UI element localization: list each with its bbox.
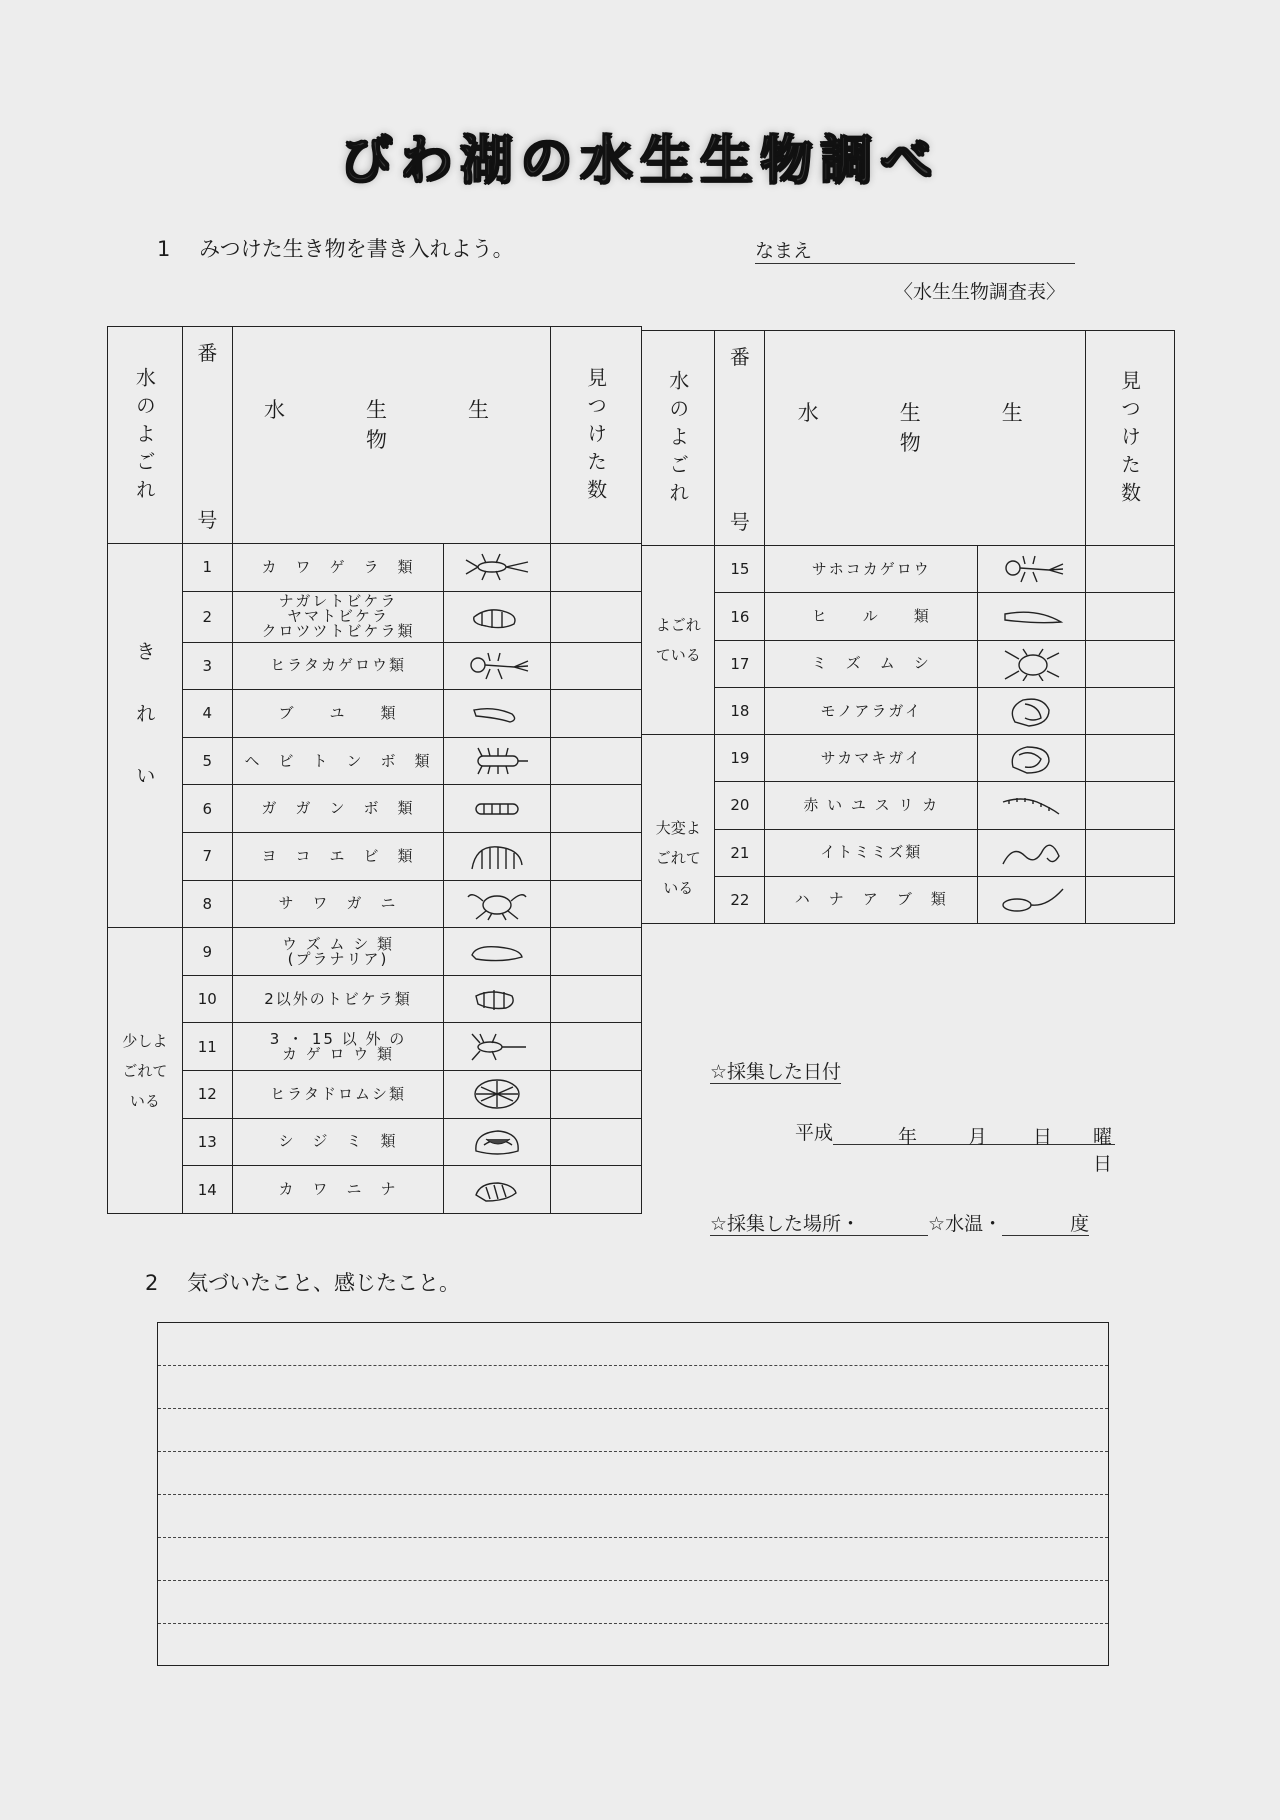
table-row — [108, 1166, 642, 1214]
found-count-cell[interactable] — [1086, 546, 1175, 593]
section2-label: 気づいたこと、感じたこと。 — [187, 1271, 461, 1295]
place-input[interactable] — [860, 1213, 928, 1236]
organism-name: ヘ ビ ト ン ボ 類 — [232, 737, 444, 785]
organism-name: ヨ コ エ ビ 類 — [232, 833, 444, 881]
organism-illustration — [444, 1118, 551, 1166]
tubifex-icon — [997, 836, 1067, 870]
crab-icon — [462, 887, 532, 921]
header-organism-right: 水 生 生 物 — [765, 331, 1086, 546]
section1-label: みつけた生き物を書き入れよう。 — [199, 237, 514, 261]
table-row — [642, 829, 1175, 876]
organism-name: ヒラタカゲロウ類 — [232, 642, 444, 690]
found-count-cell[interactable] — [551, 1023, 642, 1071]
organism-illustration — [978, 782, 1086, 829]
organism-illustration — [978, 546, 1086, 593]
row-number: 16 — [715, 593, 765, 640]
found-count-cell[interactable] — [551, 1166, 642, 1214]
organism-illustration — [978, 829, 1086, 876]
row-number: 21 — [715, 829, 765, 876]
found-count-cell[interactable] — [1086, 782, 1175, 829]
header-number-right: 番 号 — [715, 331, 765, 546]
row-number: 5 — [182, 737, 232, 785]
group-clean: きれい — [108, 544, 183, 928]
stonefly-icon — [462, 550, 532, 584]
table-title: 〈水生生物調査表〉 — [894, 281, 1066, 303]
row-number: 7 — [182, 833, 232, 881]
table-row — [108, 591, 642, 642]
header-number: 番 号 — [182, 327, 232, 544]
page-title: びわ湖の水生生物調べ — [339, 131, 940, 191]
mayfly-nymph-icon — [997, 552, 1067, 586]
organism-name: ハ ナ ア ブ 類 — [765, 876, 978, 923]
organism-illustration — [444, 544, 551, 592]
found-count-cell[interactable] — [551, 975, 642, 1023]
row-number: 20 — [715, 782, 765, 829]
row-number: 9 — [182, 928, 232, 976]
row-number: 15 — [715, 546, 765, 593]
found-count-cell[interactable] — [1086, 593, 1175, 640]
organism-name: ガ ガ ン ボ 類 — [232, 785, 444, 833]
table-row — [108, 785, 642, 833]
organism-illustration — [978, 735, 1086, 782]
organism-name: カ ワ ゲ ラ 類 — [232, 544, 444, 592]
rat-tailed-maggot-icon — [997, 883, 1067, 917]
found-count-cell[interactable] — [551, 642, 642, 690]
row-number: 1 — [182, 544, 232, 592]
water-louse-icon — [997, 647, 1067, 681]
table-row — [108, 544, 642, 592]
row-number: 2 — [182, 591, 232, 642]
organism-name: ミ ズ ム シ — [765, 640, 978, 687]
header-organism: 水 生 生 物 — [232, 327, 550, 544]
table-row — [108, 1023, 642, 1071]
row-number: 3 — [182, 642, 232, 690]
bloodworm-icon — [997, 788, 1067, 822]
organism-name: モノアラガイ — [765, 687, 978, 734]
found-count-cell[interactable] — [551, 833, 642, 881]
planarian-icon — [462, 935, 532, 969]
found-count-cell[interactable] — [551, 880, 642, 928]
organism-illustration — [444, 1071, 551, 1119]
cranefly-larva-icon — [462, 792, 532, 826]
section2-heading — [145, 1267, 460, 1297]
organism-name: ヒ ル 類 — [765, 593, 978, 640]
mayfly-icon — [462, 1030, 532, 1064]
section1-heading — [157, 233, 514, 263]
dobsonfly-larva-icon — [462, 744, 532, 778]
organism-illustration — [444, 591, 551, 642]
found-count-cell[interactable] — [1086, 735, 1175, 782]
table-row — [642, 687, 1175, 734]
found-count-cell[interactable] — [1086, 687, 1175, 734]
organism-illustration — [978, 640, 1086, 687]
found-count-cell[interactable] — [551, 1118, 642, 1166]
row-number: 4 — [182, 690, 232, 738]
table-row — [108, 1118, 642, 1166]
caddisfly-icon — [462, 982, 532, 1016]
organism-name: サ ワ ガ ニ — [232, 880, 444, 928]
organism-name: サカマキガイ — [765, 735, 978, 782]
organism-illustration — [978, 593, 1086, 640]
organism-illustration — [444, 880, 551, 928]
name-label: なまえ — [755, 240, 813, 262]
organism-illustration — [444, 785, 551, 833]
organism-name: ヒラタドロムシ類 — [232, 1071, 444, 1119]
date-label: ☆採集した日付 — [710, 1061, 842, 1083]
organism-name: 2以外のトビケラ類 — [232, 975, 444, 1023]
found-count-cell[interactable] — [551, 785, 642, 833]
bladder-snail-icon — [997, 741, 1067, 775]
row-number: 12 — [182, 1071, 232, 1119]
temp-input[interactable] — [1002, 1213, 1070, 1236]
survey-table-right — [642, 330, 1175, 924]
temp-unit: 度 — [1070, 1213, 1090, 1235]
table-row — [642, 876, 1175, 923]
table-row — [642, 546, 1175, 593]
found-count-cell[interactable] — [551, 544, 642, 592]
found-count-cell[interactable] — [551, 1071, 642, 1119]
section2-number: 2 — [145, 1271, 159, 1295]
group-very-polluted: 大変よ ごれて いる — [642, 735, 715, 924]
found-count-cell[interactable] — [1086, 876, 1175, 923]
header-found-count-right: 見つけた数 — [1086, 331, 1175, 546]
place-label: ☆採集した場所・ — [710, 1213, 861, 1235]
organism-illustration — [444, 975, 551, 1023]
table-row — [108, 737, 642, 785]
row-number: 11 — [182, 1023, 232, 1071]
blackfly-larva-icon — [462, 696, 532, 730]
found-count-cell[interactable] — [1086, 640, 1175, 687]
found-count-cell[interactable] — [551, 737, 642, 785]
organism-name: 赤 い ユ ス リ カ — [765, 782, 978, 829]
organism-illustration — [444, 928, 551, 976]
organism-illustration — [978, 876, 1086, 923]
organism-illustration — [444, 642, 551, 690]
organism-illustration — [444, 1023, 551, 1071]
table-row — [642, 782, 1175, 829]
header-pollution-right: 水のよごれ — [642, 331, 715, 546]
group-slightly-polluted: 少しよ ごれて いる — [108, 928, 183, 1214]
section1-number: 1 — [157, 237, 171, 261]
mayfly-nymph-icon — [462, 649, 532, 683]
table-row — [108, 642, 642, 690]
table-row — [642, 735, 1175, 782]
organism-illustration — [444, 690, 551, 738]
organism-illustration — [978, 687, 1086, 734]
table-row — [108, 880, 642, 928]
header-pollution: 水のよごれ — [108, 327, 183, 544]
water-penny-icon — [462, 1077, 532, 1111]
row-number: 14 — [182, 1166, 232, 1214]
organism-illustration — [444, 737, 551, 785]
date-field[interactable]: 平成 年 月 日 曜日 — [795, 1118, 1115, 1145]
row-number: 22 — [715, 876, 765, 923]
survey-table-left — [107, 326, 642, 1214]
temp-label: ☆水温・ — [928, 1213, 1003, 1235]
row-number: 17 — [715, 640, 765, 687]
organism-name: サホコカゲロウ — [765, 546, 978, 593]
table-row — [108, 1071, 642, 1119]
group-polluted: よごれ ている — [642, 546, 715, 735]
caddisfly-larva-icon — [462, 600, 532, 634]
organism-name: ブ ユ 類 — [232, 690, 444, 738]
header-found-count: 見つけた数 — [551, 327, 642, 544]
found-count-cell[interactable] — [1086, 829, 1175, 876]
table-row — [642, 640, 1175, 687]
leech-icon — [997, 600, 1067, 634]
row-number: 18 — [715, 687, 765, 734]
amphipod-icon — [462, 839, 532, 873]
table-row — [108, 975, 642, 1023]
organism-name: ナガレトビケラ ヤマトビケラ クロツツトビケラ類 — [232, 591, 444, 642]
notes-box[interactable] — [157, 1322, 1109, 1666]
row-number: 19 — [715, 735, 765, 782]
organism-name: ウ ズ ム シ 類 (プラナリア) — [232, 928, 444, 976]
snail-icon — [462, 1173, 532, 1207]
organism-name: カ ワ ニ ナ — [232, 1166, 444, 1214]
table-row — [642, 593, 1175, 640]
table-row — [108, 690, 642, 738]
row-number: 13 — [182, 1118, 232, 1166]
row-number: 6 — [182, 785, 232, 833]
found-count-cell[interactable] — [551, 591, 642, 642]
place-temp-row — [710, 1209, 1089, 1236]
pond-snail-icon — [997, 694, 1067, 728]
organism-name: イトミミズ類 — [765, 829, 978, 876]
row-number: 8 — [182, 880, 232, 928]
found-count-cell[interactable] — [551, 690, 642, 738]
table-row — [108, 928, 642, 976]
organism-illustration — [444, 1166, 551, 1214]
table-row — [108, 833, 642, 881]
found-count-cell[interactable] — [551, 928, 642, 976]
organism-illustration — [444, 833, 551, 881]
clam-icon — [462, 1125, 532, 1159]
name-field[interactable] — [755, 236, 1075, 264]
row-number: 10 — [182, 975, 232, 1023]
organism-name: シ ジ ミ 類 — [232, 1118, 444, 1166]
organism-name: 3 ・ 15 以 外 の カ ゲ ロ ウ 類 — [232, 1023, 444, 1071]
